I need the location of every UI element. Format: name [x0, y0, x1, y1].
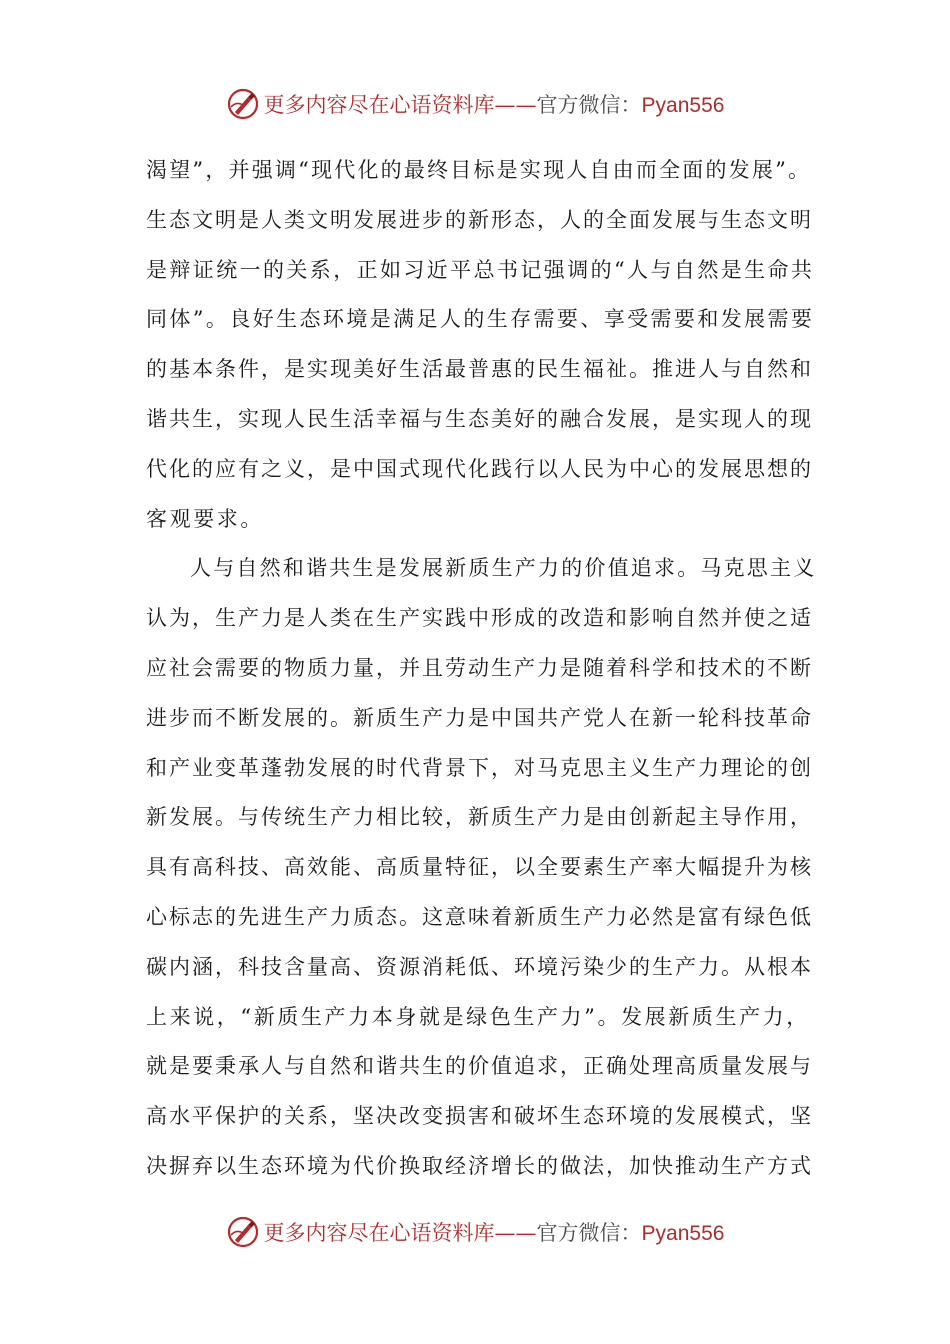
watermark-dash: ——: [494, 93, 537, 117]
watermark-text: [264, 89, 725, 119]
text-line: 的基本条件，是实现美好生活最普惠的民生福祉。推进人与自然和: [146, 357, 813, 382]
watermark-text: [264, 1217, 725, 1247]
text-line: 新发展。与传统生产力相比较，新质生产力是由创新起主导作用，: [146, 805, 813, 830]
watermark-brand: 更多内容尽在心语资料库: [263, 1221, 495, 1245]
text-line: 和产业变革蓬勃发展的时代背景下，对马克思主义生产力理论的创: [146, 755, 813, 780]
document-body: [146, 146, 816, 1192]
text-line: 具有高科技、高效能、高质量特征，以全要素生产率大幅提升为核: [146, 855, 813, 880]
text-line: 进步而不断发展的。新质生产力是中国共产党人在新一轮科技革命: [146, 705, 813, 730]
text-line: 碳内涵，科技含量高、资源消耗低、环境污染少的生产力。从根本: [146, 954, 813, 979]
text-line: 就是要秉承人与自然和谐共生的价值追求，正确处理高质量发展与: [146, 1054, 813, 1079]
text-line: 高水平保护的关系，坚决改变损害和破坏生态环境的发展模式，坚: [146, 1104, 813, 1129]
text-line: 心标志的先进生产力质态。这意味着新质生产力必然是富有绿色低: [146, 904, 813, 929]
paragraph-1: [146, 146, 816, 544]
text-line: 认为，生产力是人类在生产实践中形成的改造和影响自然并使之适: [146, 606, 813, 631]
watermark-wechat-id: Pyan556: [641, 94, 725, 117]
pen-logo-icon: [226, 87, 260, 121]
text-line: 谐共生，实现人民生活幸福与生态美好的融合发展，是实现人的现: [146, 406, 813, 431]
watermark-wechat-id: Pyan556: [641, 1222, 725, 1245]
text-line: 客观要求。: [146, 506, 264, 531]
watermark-brand: 更多内容尽在心语资料库: [263, 93, 495, 117]
footer-watermark: [0, 1212, 950, 1252]
text-line-first-indented: 人与自然和谐共生是发展新质生产力的价值追求。马克思主义: [190, 556, 817, 581]
header-watermark: [0, 84, 950, 124]
text-line: 渴望”，并强调“现代化的最终目标是实现人自由而全面的发展”。: [146, 158, 812, 182]
text-line: 生态文明是人类文明发展进步的新形态，人的全面发展与生态文明: [146, 207, 813, 232]
paragraph-2: [146, 544, 816, 1191]
text-line: 代化的应有之义，是中国式现代化践行以人民为中心的发展思想的: [146, 456, 813, 481]
text-line: 是辩证统一的关系，正如习近平总书记强调的“人与自然是生命共: [146, 257, 815, 282]
text-line: 决摒弃以生态环境为代价换取经济增长的做法，加快推动生产方式: [146, 1153, 813, 1178]
watermark-wechat-label: 官方微信：: [536, 93, 642, 117]
text-line: 应社会需要的物质力量，并且劳动生产力是随着科学和技术的不断: [146, 655, 813, 680]
watermark-wechat-label: 官方微信：: [536, 1221, 642, 1245]
watermark-dash: ——: [494, 1221, 537, 1245]
text-line: 上来说，“新质生产力本身就是绿色生产力”。发展新质生产力，: [146, 1004, 810, 1029]
text-line: 同体”。良好生态环境是满足人的生存需要、享受需要和发展需要: [146, 307, 815, 332]
pen-logo-icon: [226, 1215, 260, 1249]
